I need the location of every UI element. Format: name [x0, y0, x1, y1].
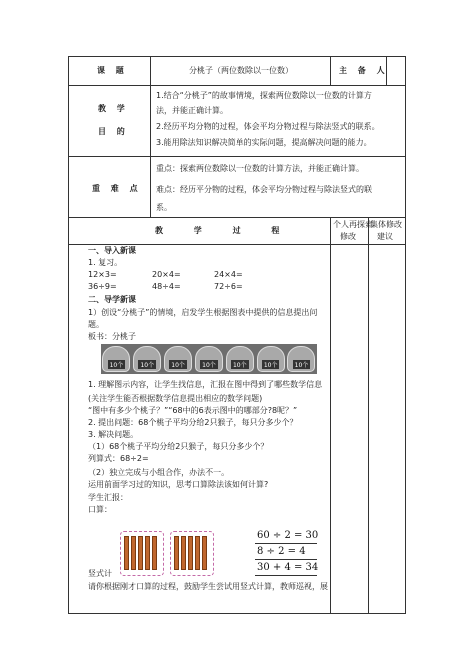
key-points-label: 重 难 点 [92, 184, 142, 193]
mental-calc-equations [255, 528, 317, 578]
calc-item: 48÷4= [152, 282, 181, 291]
basket-count: 10个 [263, 362, 278, 369]
col-divider [330, 217, 331, 614]
review-label: 1. 复习。 [88, 258, 123, 267]
goals-label-line1: 教 学 [98, 104, 129, 113]
paragraph: 口算： [88, 505, 112, 514]
basket-icon [226, 346, 254, 372]
stick [174, 536, 179, 570]
board-label: 板书：分桃子 [88, 332, 136, 341]
section-title: 一、导入新课 [88, 246, 136, 255]
stick [152, 536, 157, 570]
equation: 60 ÷ 2 = 30 [257, 530, 319, 541]
paragraph: （1）68个桃子平均分给2只猴子，每只分多少个？ [88, 442, 269, 451]
stick [131, 536, 136, 570]
process-title: 教 学 过 程 [155, 226, 294, 235]
paragraph: 竖式计 [88, 569, 112, 578]
col2-header-line2: 修改 [340, 232, 356, 241]
basket-icon [102, 346, 130, 372]
goals-line: 法，并能正确计算。 [156, 106, 228, 115]
topic-label: 课 题 [97, 66, 128, 75]
goals-line: 1.结合“分桃子”的故事情境，探索两位数除以一位数的计算方 [156, 91, 372, 100]
key-points-line: 难点：经历平分物的过程，体会平均分物过程与除法竖式的联 [156, 185, 372, 194]
paragraph: 3. 解决问题。 [88, 430, 139, 439]
stick-bundle-right [174, 536, 207, 570]
row-divider [68, 217, 406, 218]
basket-icon [287, 346, 315, 372]
equation-underline [255, 559, 317, 560]
key-points-line: 系。 [156, 203, 172, 212]
col-divider [368, 217, 369, 614]
calc-item: 20×4= [152, 270, 181, 279]
topic-value: 分桃子（两位数除以一位数） [189, 66, 293, 75]
col3-header-line1: 集体修改 [370, 220, 402, 229]
paragraph: （2）独立完成与小组合作，办法不一。 [88, 468, 230, 477]
paragraph: 题。 [88, 320, 104, 329]
stick [145, 536, 150, 570]
col-divider [150, 56, 151, 217]
paragraph: 1. 理解图示内容，让学生找信息，汇报在图中得到了哪些数学信息 [88, 380, 323, 389]
paragraph: 列算式：68÷2= [88, 454, 149, 463]
paragraph: 1）创设“分桃子”的情境，启发学生根据图表中提供的信息提出问 [88, 308, 318, 317]
goals-line: 2.经历平均分物的过程，体会平均分物过程与除法竖式的联系。 [156, 122, 380, 131]
basket-icon [257, 346, 285, 372]
paragraph: 运用前面学习过的知识，思考口算除法该如何计算? [88, 480, 269, 489]
calc-item: 24×4= [214, 270, 243, 279]
calc-item: 36÷9= [88, 282, 117, 291]
paragraph: “图中有多少个桃子？”“68中的6表示图中的哪部分?8呢？” [88, 406, 298, 415]
col2-header-line1: 个人再探索 [333, 220, 373, 229]
equation: 30 + 4 = 34 [257, 562, 319, 573]
row-divider [68, 85, 406, 86]
stick [138, 536, 143, 570]
basket-count: 10个 [140, 362, 155, 369]
key-points-line: 重点：探索两位数除以一位数的计算方法，并能正确计算。 [156, 164, 364, 173]
basket-count: 10个 [232, 362, 247, 369]
basket-icon [164, 346, 192, 372]
goals-line: 3.能用除法知识解决简单的实际问题，提高解决问题的能力。 [156, 138, 372, 147]
paragraph: 学生汇报： [88, 493, 128, 502]
peach-baskets-image [101, 344, 317, 374]
calc-item: 72÷6= [214, 282, 243, 291]
stick [195, 536, 200, 570]
basket-count: 10个 [171, 362, 185, 369]
basket-icon [195, 346, 223, 372]
basket-icon [133, 346, 161, 372]
counting-sticks-image [120, 531, 232, 575]
stick [202, 536, 207, 570]
basket-count: 10个 [109, 362, 124, 369]
col-divider [330, 56, 331, 85]
equation-underline [255, 575, 317, 576]
equation-underline [255, 543, 317, 544]
col3-header-line2: 建议 [377, 232, 393, 241]
stick [188, 536, 193, 570]
paragraph: (关注学生能否根据数学信息提出相应的数学问题) [88, 394, 263, 403]
calc-item: 12×3= [88, 270, 117, 279]
section-title: 二、导学新课 [88, 295, 136, 304]
stick-bundle-left [124, 536, 157, 570]
basket-count: 10个 [202, 362, 216, 369]
row-divider [68, 156, 406, 157]
basket-count: 10个 [294, 362, 309, 369]
paragraph: 请你根据刚才口算的过程，鼓励学生尝试用竖式计算，教师巡视，展 [88, 582, 328, 591]
stick [181, 536, 186, 570]
stick [124, 536, 129, 570]
equation: 8 ÷ 2 = 4 [257, 546, 306, 557]
goals-label-line2: 目 的 [98, 127, 129, 136]
paragraph: 2. 提出问题：68个桃子平均分给2只猴子，每只分多少个？ [88, 418, 298, 427]
preparer-label: 主 备 人 [339, 66, 389, 75]
